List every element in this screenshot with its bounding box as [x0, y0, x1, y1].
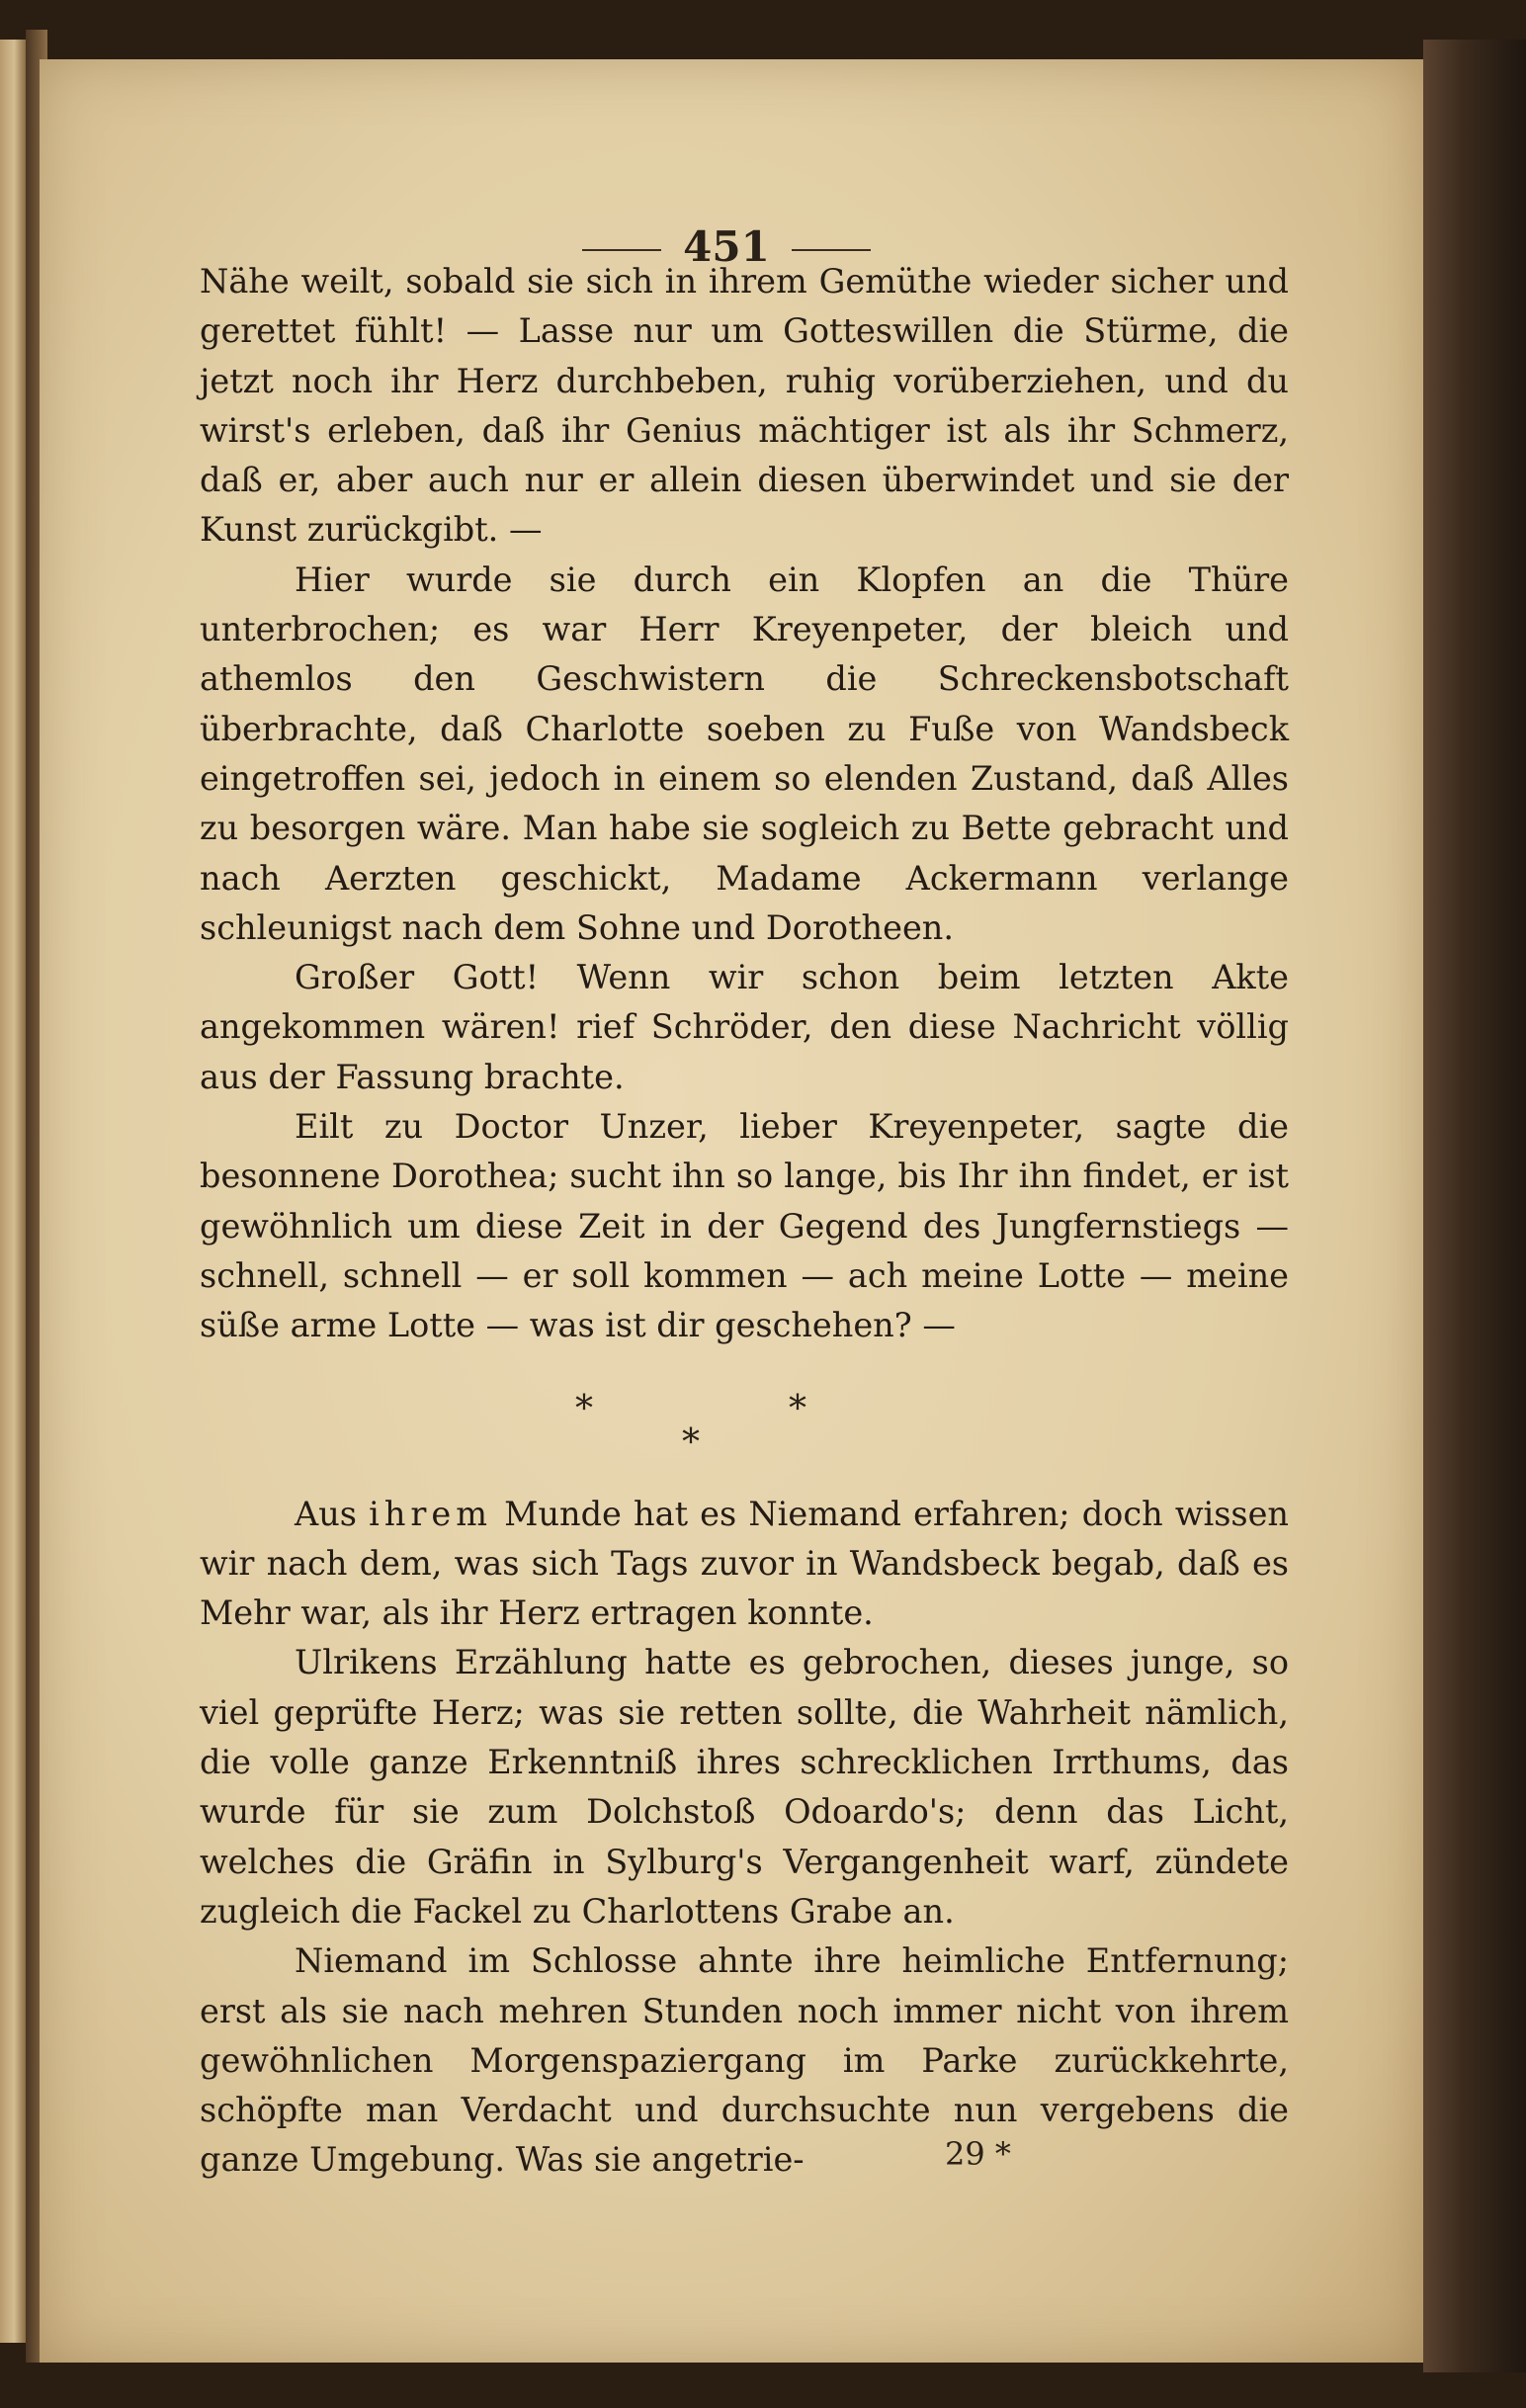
paragraph: Eilt zu Doctor Unzer, lieber Kreyenpeter, sagte die besonnene Dorothea; sucht ihn so lange, bis Ihr ihn findet, er ist gewöhnlich um diese Zeit in der Gegend des Jungfernstiegs — schnell, schnell — er soll kommen — ach meine Lotte — meine süße arme Lotte — was ist dir geschehen? —	[200, 1107, 1289, 1345]
separator-asterisk: *	[789, 1388, 806, 1429]
paragraph: Großer Gott! Wenn wir schon beim letzten Akte angekommen wären! rief Schröder, den diese Nachricht völlig aus der Fassung brachte.	[200, 958, 1289, 1096]
page-body	[200, 257, 1289, 2186]
separator-asterisk: *	[575, 1388, 593, 1429]
section-separator	[200, 1351, 1289, 1490]
signature-mark: 29 *	[945, 2135, 1011, 2173]
paragraph: Hier wurde sie durch ein Klopfen an die Thüre unterbrochen; es war Herr Kreyenpeter, der bleich und athemlos den Geschwistern die Schreckensbotschaft überbrachte, daß Charlotte soeben zu Fuße von Wandsbeck eingetroffen sei, jedoch in einem so elenden Zustand, daß Alles zu besorgen wäre. Man habe sie sogleich zu Bette gebracht und nach Aerzten geschickt, Madame Ackermann verlange schleunigst nach dem Sohne und Dorotheen.	[200, 559, 1289, 947]
book-cover-edge	[1423, 40, 1526, 2372]
right-dash-rule	[792, 249, 871, 251]
left-dash-rule	[582, 249, 661, 251]
emphasized-word: ihrem	[369, 1494, 493, 1533]
paragraph: Ulrikens Erzählung hatte es gebrochen, dieses junge, so viel geprüfte Herz; was sie retten sollte, die Wahrheit nämlich, die volle ganze Erkenntniß ihres schrecklichen Irrthums, das wurde für sie zum Dolchstoß Odoardo's; denn das Licht, welches die Gräfin in Sylburg's Vergangenheit warf, zündete zugleich die Fackel zu Charlottens Grabe an.	[200, 1643, 1289, 1931]
separator-asterisk: *	[682, 1421, 700, 1463]
paragraph	[200, 1490, 1289, 1639]
paragraph: Niemand im Schlosse ahnte ihre heimliche Entfernung; erst als sie nach mehren Stunden noch immer nicht von ihrem gewöhnlichen Morgenspaziergang im Parke zurückkehrte, schöpfte man Verdacht und durchsuchte nun vergebens die ganze Umgebung. Was sie angetrie-	[200, 1941, 1289, 2180]
paragraph-continued: Nähe weilt, sobald sie sich in ihrem Gemüthe wieder sicher und gerettet fühlt! — Lasse nur um Gotteswillen die Stürme, die jetzt noch ihr Herz durchbeben, ruhig vorüberziehen, und du wirst's erleben, daß ihr Genius mächtiger ist als ihr Schmerz, daß er, aber auch nur er allein diesen überwindet und sie der Kunst zurückgibt. —	[200, 262, 1289, 550]
previous-page-edge	[0, 40, 26, 2343]
book-page	[40, 59, 1423, 2363]
page-number: 451	[683, 222, 770, 271]
paragraph-text: Aus	[295, 1494, 370, 1533]
paragraph-text: Munde hat es Niemand erfahren; doch wissen wir nach dem, was sich Tags zuvor in Wandsbeck begab, daß es Mehr war, als ihr Herz ertragen konnte.	[200, 1494, 1289, 1633]
